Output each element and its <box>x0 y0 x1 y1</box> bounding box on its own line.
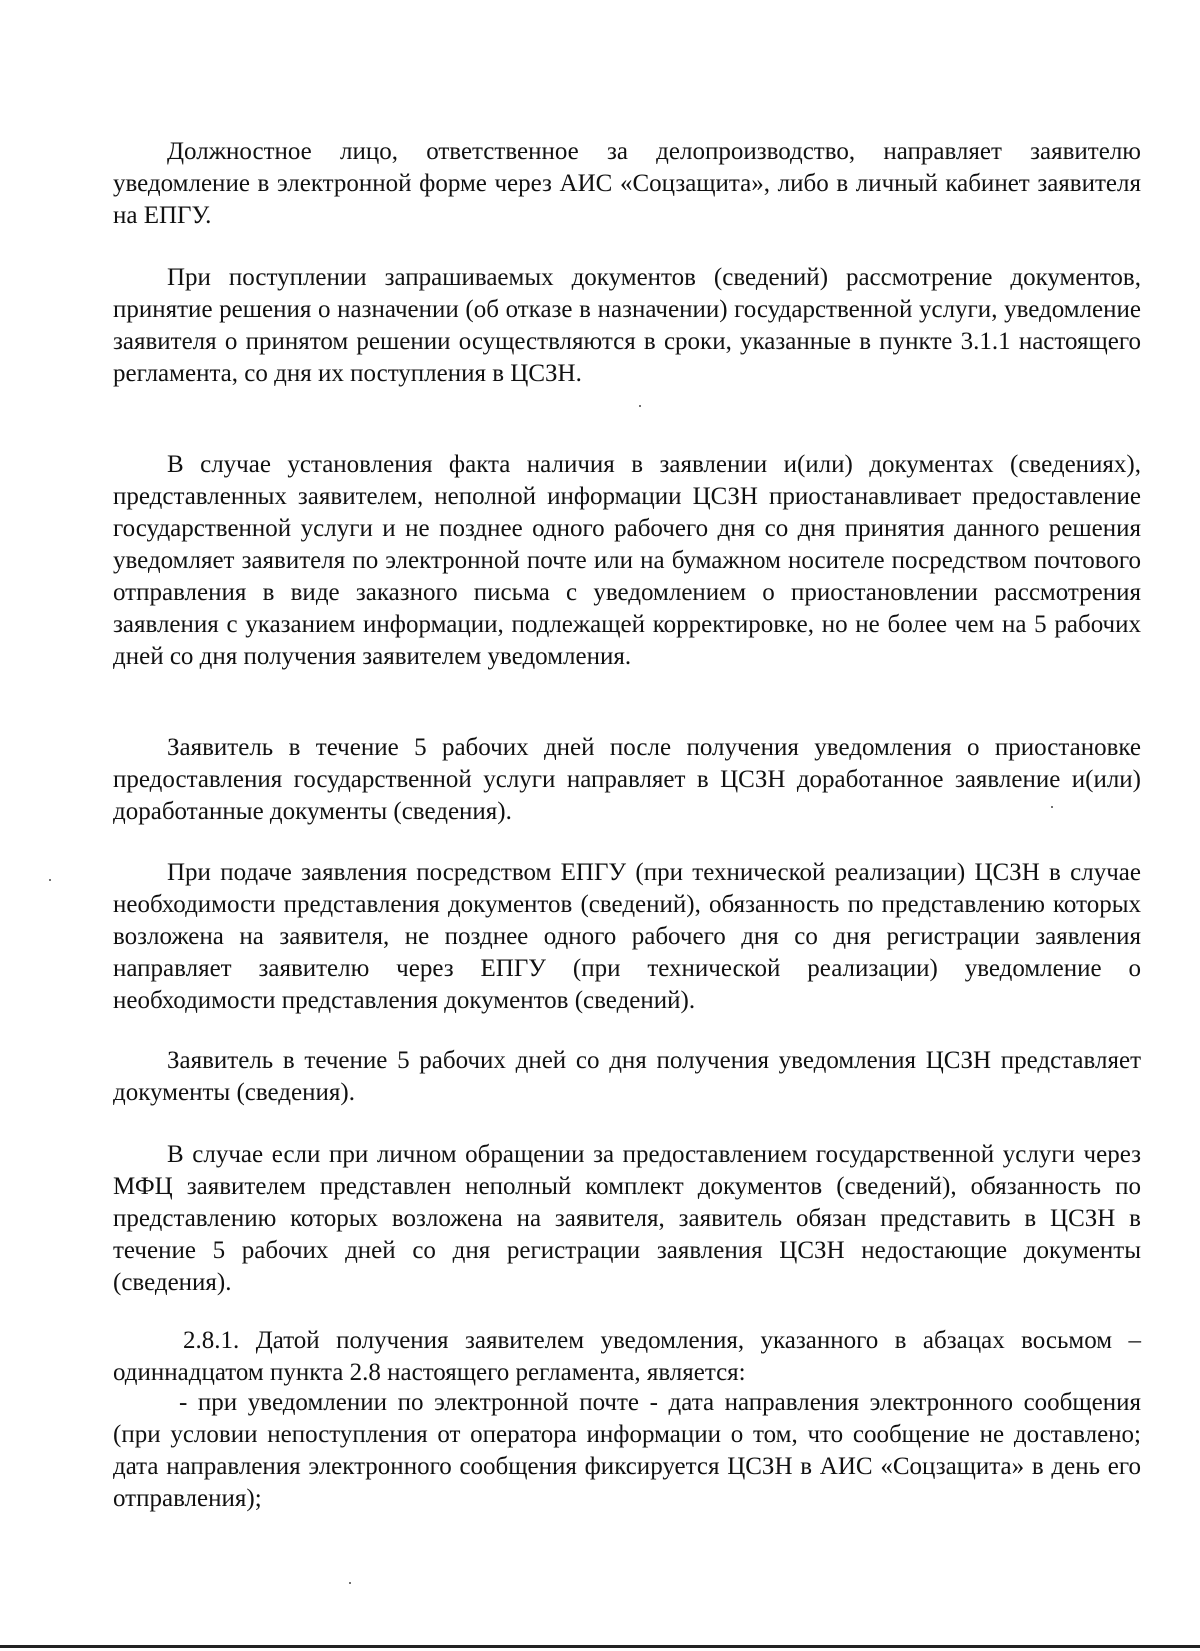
paragraph-6: Заявитель в течение 5 рабочих дней со дня получения уведомления ЦСЗН представляет документы (сведения). <box>113 1047 1141 1106</box>
paragraph-4: Заявитель в течение 5 рабочих дней после получения уведомления о приостановке предоставления государственной услуги направляет в ЦСЗН доработанное заявление и(или) доработанные документы (сведения). <box>113 734 1141 825</box>
list-item-email-notification: - при уведомлении по электронной почте - дата направления электронного сообщения (при условии непоступления от оператора информации о том, что сообщение не доставлено; дата направления электронного сообщения фиксируется ЦСЗН в АИС «Соцзащита» в день его отправления); <box>113 1389 1141 1512</box>
scan-speck <box>1051 806 1053 808</box>
paragraph-5: При подаче заявления посредством ЕПГУ (при технической реализации) ЦСЗН в случае необходимости представления документов (сведений), обязанность по представлению которых возложена на заявителя, не позднее одного рабочего дня со дня регистрации заявления направляет заявителю через ЕПГУ (при технической реализации) уведомление о необходимости представления документов (сведений). <box>113 859 1141 1014</box>
paragraph-3: В случае установления факта наличия в заявлении и(или) документах (сведениях), представленных заявителем, неполной информации ЦСЗН приостанавливает предоставление государственной услуги и не позднее одного рабочего дня со дня принятия данного решения уведомляет заявителя по электронной почте или на бумажном носителе посредством почтового отправления в виде заказного письма с уведомлением о приостановлении рассмотрения заявления с указанием информации, подлежащей корректировке, но не более чем на 5 рабочих дней со дня получения заявителем уведомления. <box>113 451 1141 670</box>
paragraph-7: В случае если при личном обращении за предоставлением государственной услуги через МФЦ заявителем представлен неполный комплект документов (сведений), обязанность по представлению которых возложена на заявителя, заявитель обязан представить в ЦСЗН в течение 5 рабочих дней со дня регистрации заявления ЦСЗН недостающие документы (сведения). <box>113 1141 1141 1296</box>
paragraph-2: При поступлении запрашиваемых документов (сведений) рассмотрение документов, принятие решения о назначении (об отказе в назначении) государственной услуги, уведомление заявителя о принятом решении осуществляются в сроки, указанные в пункте 3.1.1 настоящего регламента, со дня их поступления в ЦСЗН. <box>113 264 1141 387</box>
section-2-8-1: 2.8.1. Датой получения заявителем уведомления, указанного в абзацах восьмом – одиннадцатом пункта 2.8 настоящего регламента, является: <box>113 1327 1141 1386</box>
paragraph-1: Должностное лицо, ответственное за делопроизводство, направляет заявителю уведомление в электронной форме через АИС «Соцзащита», либо в личный кабинет заявителя на ЕПГУ. <box>113 138 1141 229</box>
scan-speck <box>639 405 641 407</box>
scan-speck <box>349 1582 351 1584</box>
scan-edge-line <box>0 1645 1200 1648</box>
scan-speck <box>49 879 51 881</box>
